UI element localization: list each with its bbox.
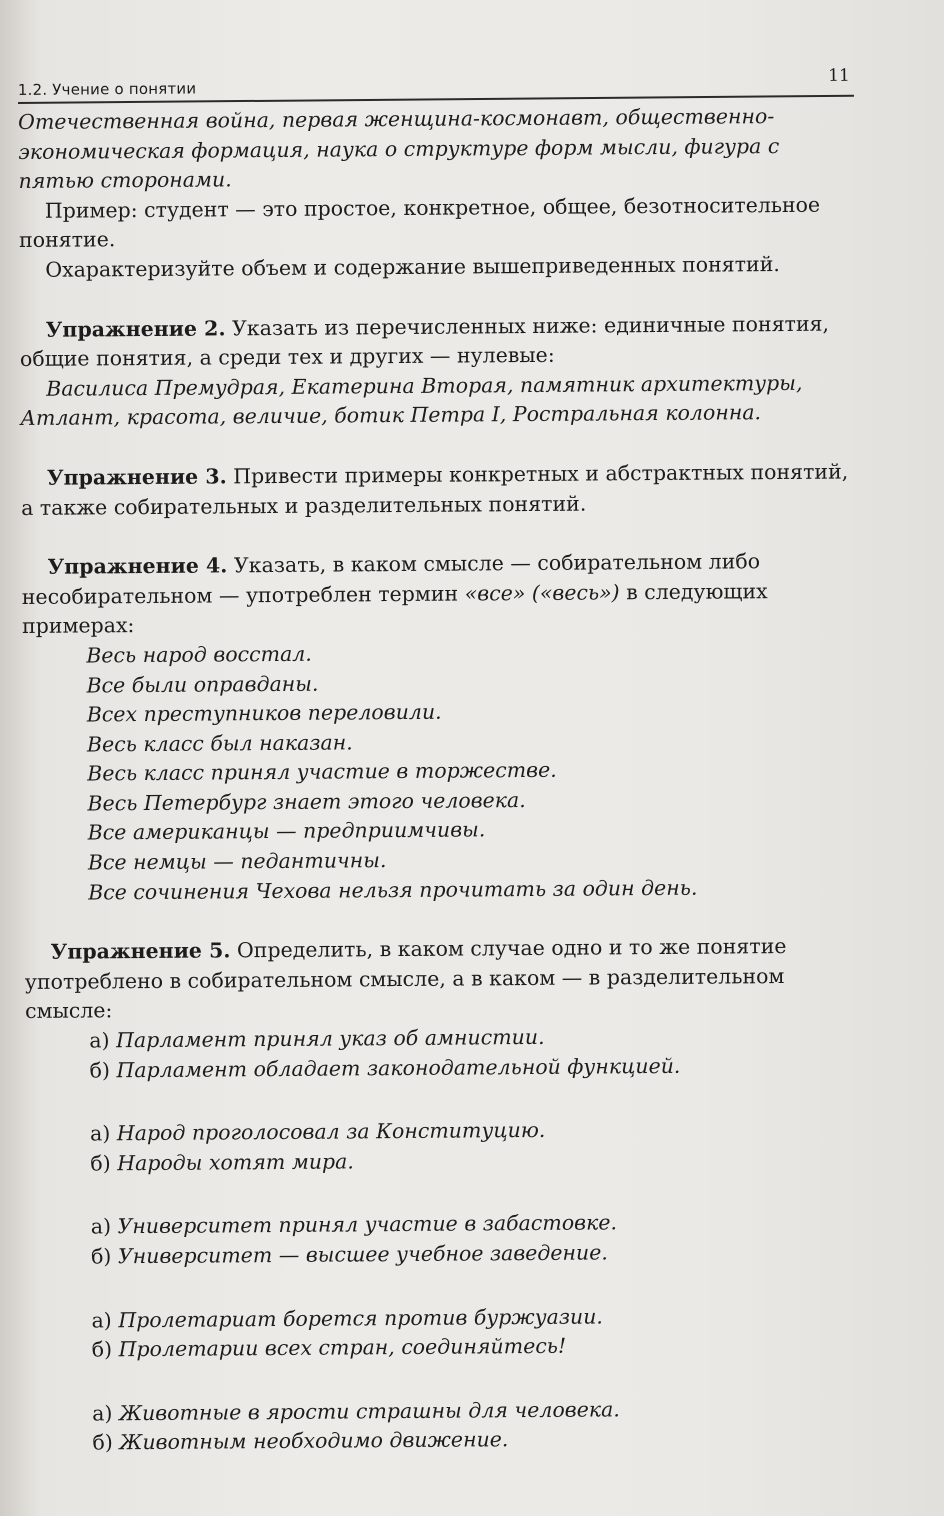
sentence-text: Животным необходимо движение. <box>119 1427 509 1455</box>
sentence-b <box>89 1050 865 1086</box>
sentence-pair <box>91 1300 867 1365</box>
exercise-4-label: Упражнение 4. <box>47 553 228 579</box>
option-letter: б) <box>92 1430 113 1455</box>
list-item: Весь Петербург знает этого человека. <box>87 787 526 816</box>
list-item: Все сочинения Чехова нельзя прочитать за один день. <box>88 875 698 905</box>
list-item: Все американцы — предприимчивы. <box>87 817 486 845</box>
exercise-4-text-before: Указать, в каком смысле — собирательном либо несобирательном — употреблен термин <box>21 549 761 609</box>
option-letter: б) <box>91 1337 113 1362</box>
exercise-5-text: Определить, в каком случае одно и то же понятие употреблено в собирательном смысле, а в каком — в разделительном смысле: <box>24 934 787 1024</box>
intro-example: Пример: студент — это простое, конкретное, общее, безотносительное понятие. <box>18 192 821 253</box>
exercise-3-label: Упражнение 3. <box>46 464 227 490</box>
list-item: Весь класс был наказан. <box>86 730 353 757</box>
page-number: 11 <box>828 65 850 86</box>
sentence-text: Народ проголосовал за Конституцию. <box>116 1118 546 1146</box>
exercise-4-examples <box>22 635 864 908</box>
option-letter: б) <box>90 1244 112 1269</box>
sentence-b <box>90 1143 866 1179</box>
exercise-4-term: «все» («весь») <box>464 580 620 606</box>
exercise-5-label: Упражнение 5. <box>50 938 231 965</box>
sentence-text: Парламент принял указ об амнистии. <box>115 1024 545 1053</box>
sentence-b <box>92 1330 868 1366</box>
sentence-b <box>91 1236 867 1272</box>
sentence-text: Животные в ярости страшны для человека. <box>118 1397 620 1426</box>
sentence-text: Университет — высшее учебное заведение. <box>117 1240 608 1269</box>
page-content <box>18 101 869 1493</box>
exercise-2-label: Упражнение 2. <box>45 315 226 342</box>
sentence-b <box>92 1423 868 1459</box>
exercise-2-text: Указать из перечисленных ниже: единичные понятия, общие понятия, а среди тех и других — нулевые: <box>19 311 830 372</box>
intro-continuation: Отечественная война, первая женщина-космонавт, общественно-экономическая формация, наука о структуре форм мысли, фигура с пятью сторонами. <box>18 104 780 194</box>
exercise-2-items: Василиса Премудрая, Екатерина Вторая, памятник архитектуры, Атлант, красота, величие, ботик Петра I, Ростральная колонна. <box>20 370 803 431</box>
section-title: 1.2. Учение о понятии <box>17 79 197 100</box>
option-letter: а) <box>91 1307 112 1333</box>
running-head <box>17 65 854 104</box>
option-letter: а) <box>92 1401 113 1426</box>
sentence-pair <box>89 1020 865 1085</box>
exercise-4 <box>21 547 862 642</box>
sentence-text: Университет принял участие в забастовке. <box>117 1210 618 1239</box>
intro-task: Охарактеризуйте объем и содержание вышеприведенных понятий. <box>45 251 780 282</box>
sentence-text: Пролетариат борется против буржуазии. <box>118 1304 603 1332</box>
exercise-2 <box>20 309 860 375</box>
option-letter: а) <box>89 1121 111 1146</box>
option-letter: б) <box>90 1151 111 1176</box>
sentence-text: Парламент обладает законодательной функцией. <box>116 1053 681 1082</box>
exercise-3 <box>21 457 861 523</box>
list-item: Все были оправданы. <box>86 671 319 697</box>
sentence-pair <box>92 1393 868 1458</box>
exercise-3-text: Привести примеры конкретных и абстрактных понятий, а также собирательных и разделительных понятий. <box>21 459 849 520</box>
exercise-5 <box>25 932 866 1027</box>
option-letter: б) <box>89 1057 110 1083</box>
list-item: Все немцы — педантичны. <box>87 848 387 875</box>
exercise-4-text-after: в следующих примерах: <box>21 578 768 639</box>
sentence-pair <box>91 1207 867 1272</box>
list-item: Весь класс принял участие в торжестве. <box>87 758 557 786</box>
sentence-text: Пролетарии всех стран, соединяйтесь! <box>118 1333 567 1362</box>
exercise-5-pairs <box>25 1020 868 1459</box>
sentence-pair <box>90 1114 866 1179</box>
list-item: Всех преступников переловили. <box>86 699 442 727</box>
option-letter: а) <box>89 1028 110 1053</box>
sentence-text: Народы хотят мира. <box>117 1149 354 1176</box>
option-letter: а) <box>90 1214 112 1239</box>
list-item: Весь народ восстал. <box>86 641 312 668</box>
